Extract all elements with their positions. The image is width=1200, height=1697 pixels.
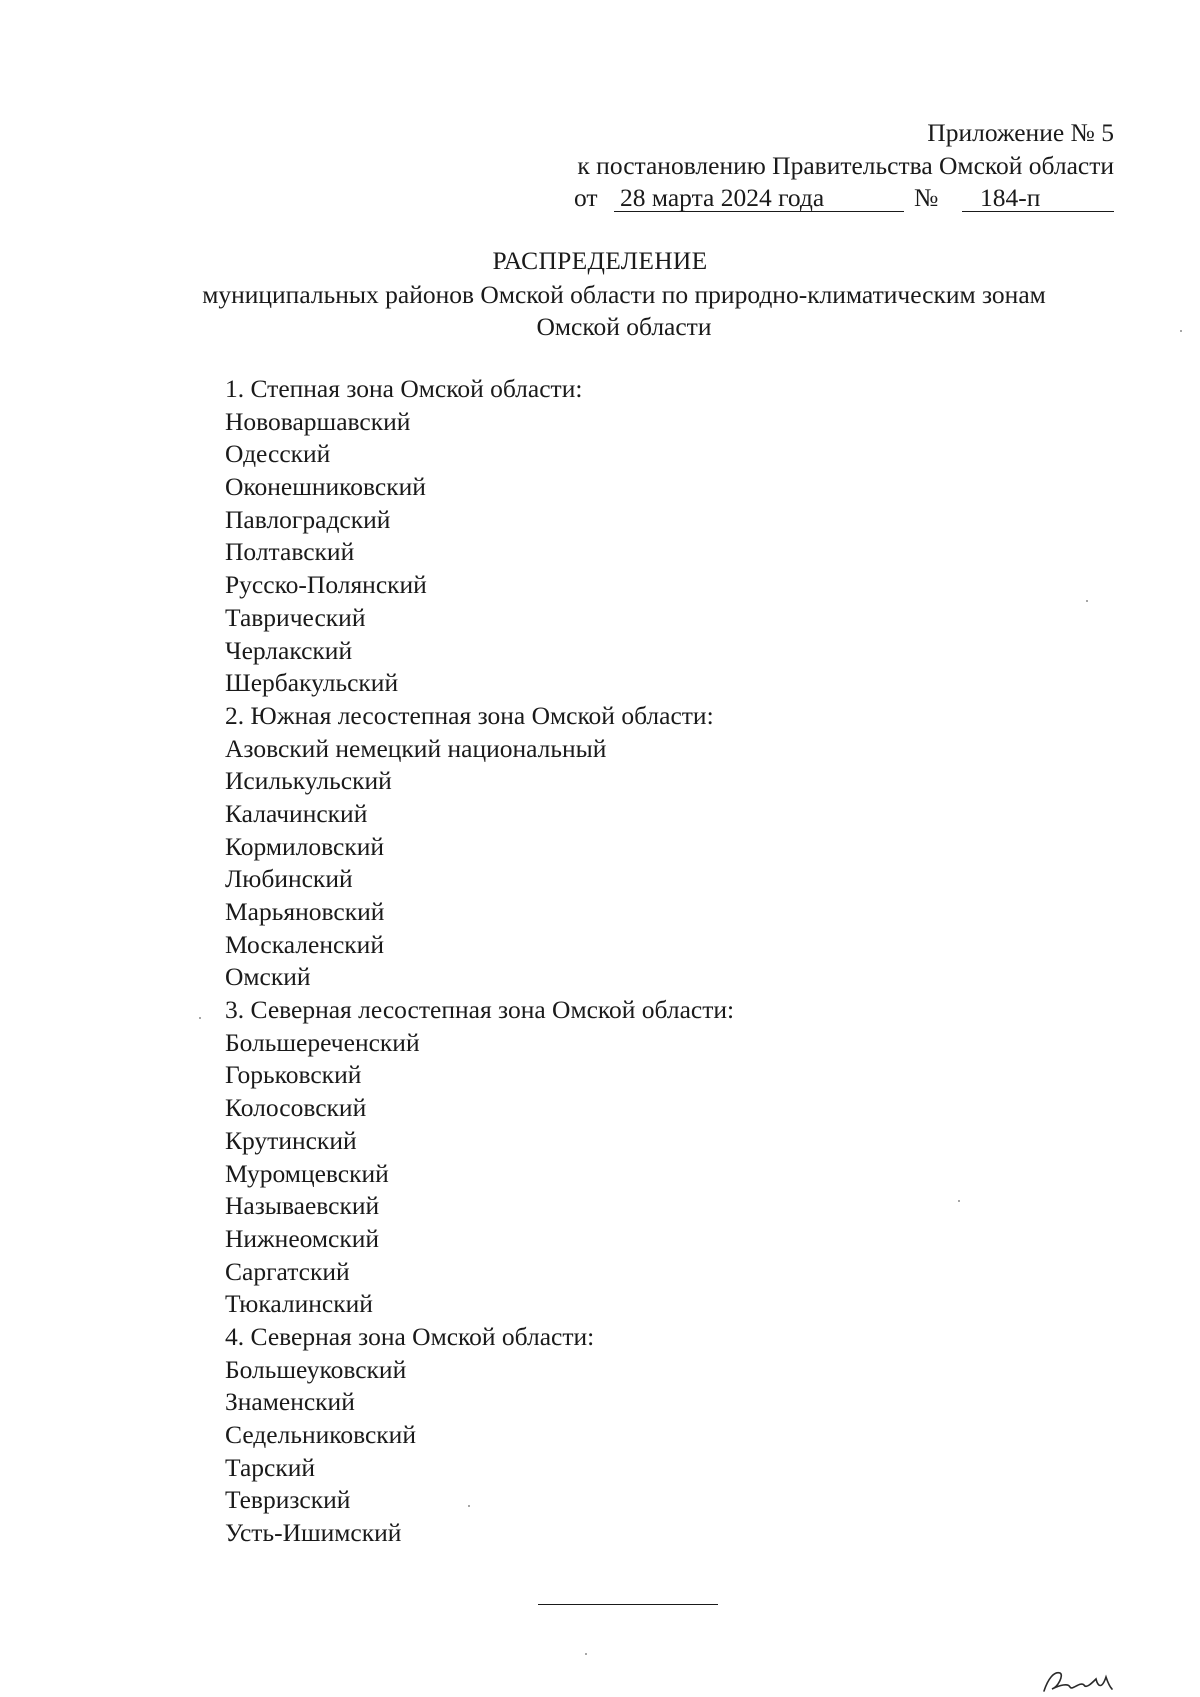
list-item: Калачинский <box>225 798 368 828</box>
scan-speck <box>585 1653 587 1655</box>
list-item: Нижнеомский <box>225 1223 380 1253</box>
list-item: Черлакский <box>225 635 353 665</box>
resolution-date: 28 марта 2024 года <box>614 183 904 212</box>
end-of-document-rule <box>538 1604 718 1605</box>
date-label: от <box>574 183 598 212</box>
list-item: Тюкалинский <box>225 1289 373 1319</box>
list-item: Азовский немецкий национальный <box>225 733 607 763</box>
scan-speck <box>1180 330 1182 332</box>
document-title: РАСПРЕДЕЛЕНИЕ <box>492 246 708 275</box>
zones-list <box>225 373 1105 1550</box>
list-item: Таврический <box>225 602 366 632</box>
zone-heading: 1. Степная зона Омской области: <box>225 374 583 403</box>
scan-speck <box>468 1505 470 1507</box>
document-subtitle-line2: Омской области <box>536 312 712 341</box>
list-item: Омский <box>225 962 311 992</box>
list-item: Шербакульский <box>225 668 399 698</box>
list-item: Любинский <box>225 864 353 894</box>
list-item: Большеуковский <box>225 1354 407 1384</box>
scan-speck <box>199 1017 201 1019</box>
list-item: Тевризский <box>225 1485 351 1515</box>
list-item: Знаменский <box>225 1387 355 1417</box>
document-subtitle-line1: муниципальных районов Омской области по природно-климатическим зонам <box>202 280 1046 309</box>
zone-heading: 3. Северная лесостепная зона Омской области: <box>225 995 735 1025</box>
handwritten-initials-icon <box>1040 1665 1116 1695</box>
list-item: Колосовский <box>225 1093 367 1123</box>
list-item: Тарский <box>225 1452 316 1482</box>
resolution-reference: к постановлению Правительства Омской области <box>577 151 1114 180</box>
zone-heading: 2. Южная лесостепная зона Омской области: <box>225 700 714 730</box>
list-item: Москаленский <box>225 929 384 959</box>
list-item: Одесский <box>225 439 331 469</box>
list-item: Называевский <box>225 1191 380 1221</box>
list-item: Кормиловский <box>225 831 385 861</box>
scan-speck <box>1086 600 1088 602</box>
list-item: Седельниковский <box>225 1420 416 1449</box>
list-item: Усть-Ишимский <box>225 1518 402 1548</box>
list-item: Исилькульский <box>225 766 392 796</box>
list-item: Саргатский <box>225 1256 350 1286</box>
list-item: Крутинский <box>225 1125 357 1155</box>
resolution-number: 184-п <box>962 183 1114 212</box>
resolution-date-number-line <box>574 183 1114 215</box>
list-item: Муромцевский <box>225 1158 389 1188</box>
list-item: Русско-Полянский <box>225 570 427 600</box>
appendix-number: Приложение № 5 <box>927 118 1114 147</box>
list-item: Полтавский <box>225 537 355 567</box>
list-item: Большереченский <box>225 1027 420 1057</box>
list-item: Оконешниковский <box>225 472 426 502</box>
number-label: № <box>914 183 939 212</box>
list-item: Горьковский <box>225 1060 362 1090</box>
list-item: Марьяновский <box>225 897 385 926</box>
list-item: Павлоградский <box>225 504 391 534</box>
zone-heading: 4. Северная зона Омской области: <box>225 1321 595 1351</box>
scan-speck <box>958 1200 960 1202</box>
list-item: Нововаршавский <box>225 406 411 436</box>
